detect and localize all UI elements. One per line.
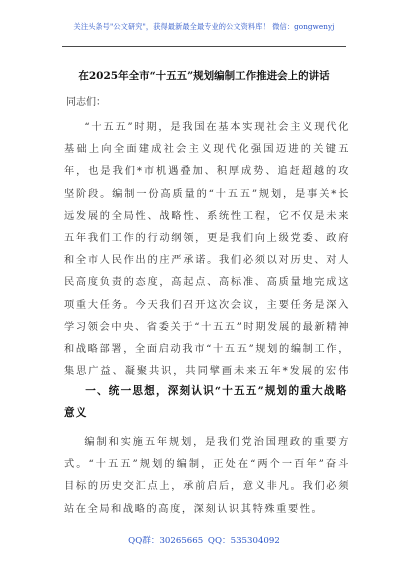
section-heading-1: 一、统一思想，深刻认识“十五五”规划的重大战略意义	[64, 385, 348, 419]
footer-contact: QQ群：30265665 QQ：535304092	[128, 536, 280, 546]
body-paragraph-1: “十五五”时期，是我国在基本实现社会主义现代化基础上向全面建成社会主义现代化强国迈进的关键五年，也是我们*市机遇叠加、积厚成势、追赶超越的攻坚阶段。编制一份高质量的“十五五”规划，是事关*长远发展的全局性、战略性、系统性工程，它不仅是未来五年我们工作的行动纲领，更是我们向上级党委、政府和全市人民作出的庄严承诺。我们必须以对历史、对人民高度负责的态度，高起点、高标准、高质量地完成这项重大任务。今天我们召开这次会议，主要任务是深入学习领会中央、省委关于“十五五”时期发展的最新精神和战略部署，全面启动我市“十五五”规划的编制工作，集思广益、凝聚共识，共同擘画未来五年*发展的宏伟	[64, 122, 350, 378]
body-paragraph-2: 编制和实施五年规划，是我们党治国理政的重要方式。“十五五”规划的编制，正处在“两个一百年”奋斗目标的历史交汇点上，承前启后，意义非凡。我们必须站在全局和战略的高度，深刻认识其特殊重要性。	[64, 437, 350, 515]
header-divider	[62, 46, 346, 47]
document-title: 在2025年全市“十五五”规划编制工作推进会上的讲话	[78, 70, 330, 82]
greeting-line: 同志们：	[66, 97, 106, 108]
promo-banner: 关注头条号"公文研究"，获得最新最全最专业的公文资料库！ 微信：gongwenyj	[73, 22, 335, 31]
